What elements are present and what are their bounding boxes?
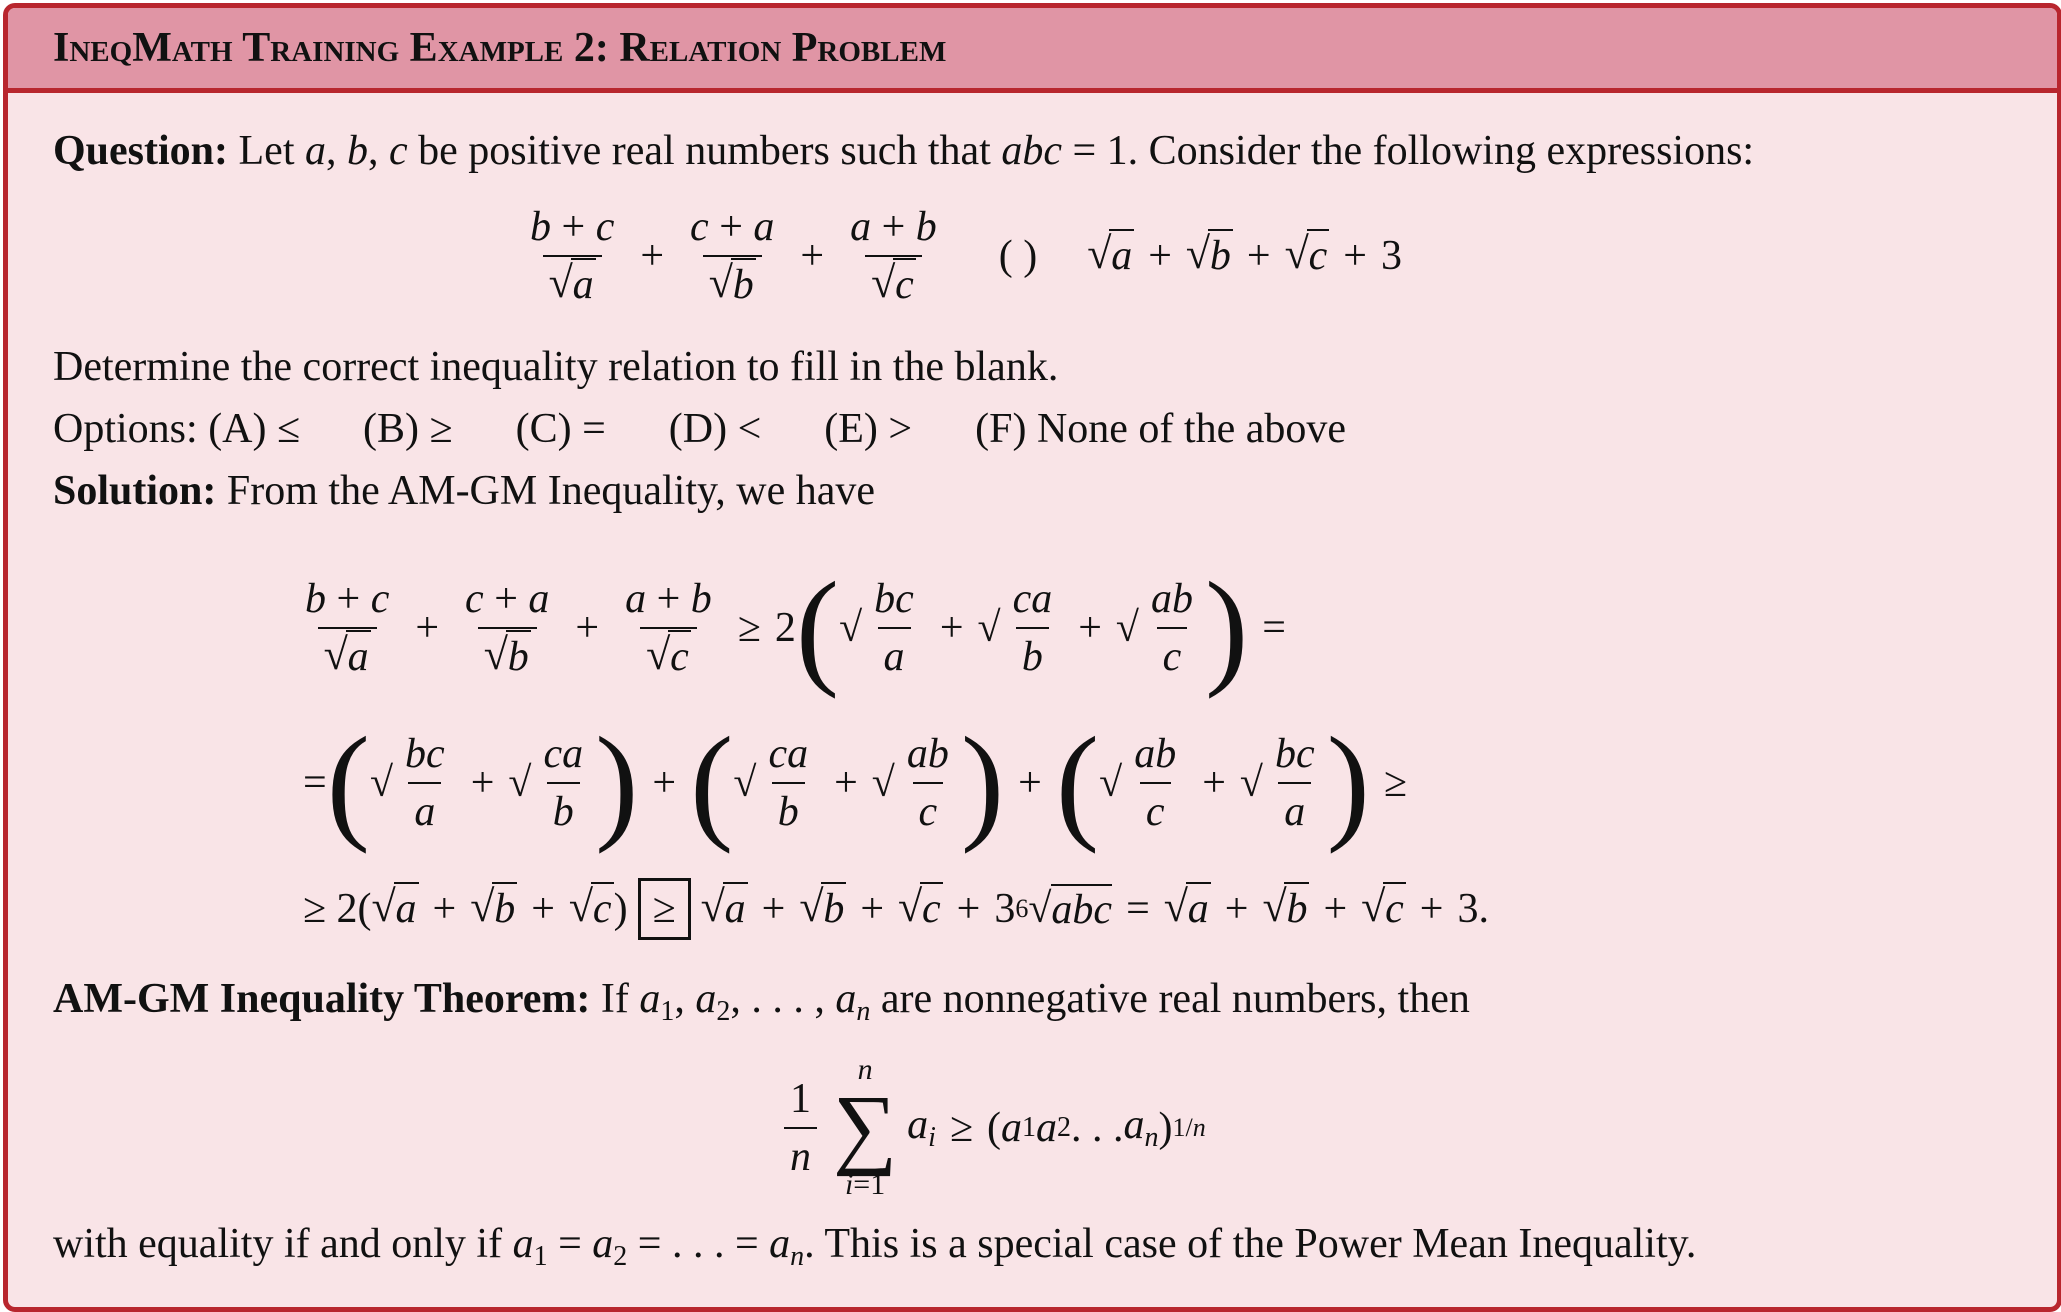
theorem-line: AM-GM Inequality Theorem: If $a_1$, $a_2$, . . . , $a_n$ are nonnegative real numbers, then [53,976,1470,1027]
expression-display: b + c √ a + c + a √ b + a + b √ c ( ) √ a + √ b + √ c + 3 [530,204,1402,308]
option-c: (C) = [515,406,606,452]
example-card [3,3,2061,1312]
card-header [8,8,2057,93]
blank-slot: ( ) [998,233,1038,279]
theorem-formula: $\frac{1}{n}$ n ∑ i=1 $a_i$ ≥ ( a 1 a 2 . . . $a_n$ ) 1/n [778,1053,1206,1202]
option-b: (B) ≥ [363,406,453,452]
solution-line [53,470,875,512]
question-line: Question: Let a, b, c be positive real numbers such that abc = 1. Consider the following expressions: [53,128,1755,174]
option-f: (F) None of the above [975,406,1346,452]
solution-step-1: b + c √ a + c + a √ b + a + b √ c ≥ 2 ( √ $\frac{bc}{a}$ + √ $\frac{ca}{b}$ + √ $\frac{ab}{c}$ ) = [305,556,1286,700]
solution-intro: From the AM-GM Inequality, we have [226,468,876,514]
answer-box: ≥ [638,878,691,940]
option-e: (E) > [824,406,913,452]
instruction-line: Determine the correct inequality relation to fill in the blank. [53,344,1059,390]
option-a: (A) ≤ [208,406,301,452]
theorem-label: AM-GM Inequality Theorem: [53,976,591,1022]
options-label: Options: [53,406,198,452]
question-label: Question: [53,128,229,174]
option-d: (D) < [668,406,762,452]
options-line [53,408,1346,450]
card-title: IneqMath Training Example 2: Relation Problem [53,25,947,71]
theorem-closing: with equality if and only if $a_1 = a_2$ = . . . = $a_n$. This is a special case of the Power Mean Inequality. [53,1221,1697,1272]
solution-step-3: ≥ 2( √ a + √ b + √ c ) ≥ √ a + √ b + √ c + 3 6 √ abc = √ a + √ b + √ c + 3. [303,878,1489,940]
solution-step-2: = ( √ $\frac{bc}{a}$ + √ $\frac{ca}{b}$ ) + ( √ $\frac{ca}{b}$ + √ $\frac{ab}{c}$ ) + ( √ $\frac{ab}{c}$ + √ $\frac{bc}{a}$ ) ≥ [303,711,1407,855]
solution-label: Solution: [53,468,217,514]
